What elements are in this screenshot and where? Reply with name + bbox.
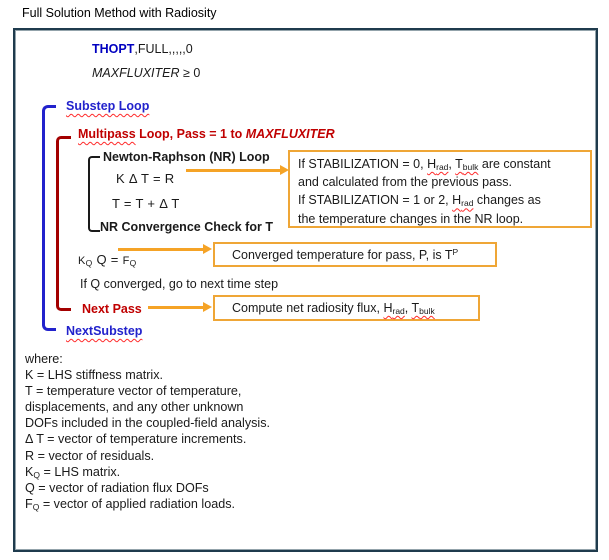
- where-section: [25, 351, 270, 512]
- where-k-def: K = LHS stiffness matrix.: [25, 368, 163, 383]
- compute-note-text: Compute net radiosity flux, $H_{rad}$, $T_{bulk}$: [232, 301, 435, 316]
- multipass-loop-label: [78, 127, 335, 141]
- compute-arrow: [148, 306, 204, 309]
- next-pass-label: Next Pass: [82, 302, 142, 316]
- thopt-command: [92, 42, 193, 56]
- substep-loop-label: [66, 99, 149, 113]
- where-kq-def: $K_Q$ = LHS matrix.: [25, 464, 121, 480]
- next-substep-text: NextSubstep: [66, 324, 143, 338]
- thopt-args: ,FULL,,,,,0: [134, 42, 193, 56]
- nr-convergence-label: NR Convergence Check for T: [100, 220, 273, 234]
- t-bulk-term: $T_{bulk}$: [411, 301, 435, 316]
- page-title: Full Solution Method with Radiosity: [22, 6, 217, 20]
- multipass-variable: MAXFLUXITER: [245, 127, 335, 141]
- if-converged-note: If Q converged, go to next time step: [80, 277, 279, 291]
- arrow-line: [186, 169, 281, 172]
- converged-arrow: [118, 248, 204, 251]
- note-text: and calculated from the previous pass.: [298, 175, 513, 190]
- multipass-loop-bracket: [56, 136, 71, 311]
- converged-note-box: [213, 242, 497, 267]
- arrowhead-icon: [203, 302, 212, 312]
- maxfluxiter-variable: MAXFLUXITER: [92, 66, 180, 80]
- note-text: If STABILIZATION = 1 or 2,: [298, 193, 453, 208]
- radiosity-equation: $K_Q$ $Q = F_Q$: [78, 252, 137, 268]
- nr-loop-label: Newton-Raphson (NR) Loop: [103, 150, 270, 164]
- nr-equation-2: T = T + Δ T: [112, 196, 180, 211]
- thopt-keyword: THOPT: [92, 42, 135, 56]
- maxfluxiter-condition: [92, 66, 200, 80]
- maxfluxiter-operator: ≥ 0: [179, 66, 201, 80]
- substep-loop-bracket: [42, 105, 56, 331]
- where-t-def-line3: DOFs included in the coupled-field analysis.: [25, 416, 271, 431]
- where-dt-def: Δ T = vector of temperature increments.: [25, 432, 247, 447]
- converged-note-text: Converged temperature for pass, P, is $T^P$: [232, 246, 459, 262]
- where-intro: where:: [25, 352, 63, 366]
- h-rad-term: $H_{rad}$: [427, 157, 449, 172]
- stabilization-note-box: If STABILIZATION = 0, $H_{rad}$, $T_{bulk}$ are constant and calculated from the previous pass. If STABILIZATION = 1 or 2, $H_{rad}$ changes as the temperature changes in the NR loop.: [288, 150, 592, 228]
- where-r-def: R = vector of residuals.: [25, 448, 155, 463]
- compute-note-box: [213, 295, 480, 321]
- where-fq-def: $F_Q$ = vector of applied radiation loads.: [25, 496, 236, 512]
- multipass-rest: Loop, Pass = 1 to: [135, 127, 246, 141]
- note-text: If STABILIZATION = 0,: [298, 157, 428, 171]
- h-rad-term: $H_{rad}$: [452, 193, 474, 209]
- note-text: the temperature changes in the NR loop.: [298, 211, 524, 226]
- t-bulk-term: $T_{bulk}$: [455, 157, 479, 172]
- newton-raphson-loop-bracket: [88, 156, 100, 232]
- next-substep-label: [66, 324, 142, 338]
- where-t-def-line1: T = temperature vector of temperature,: [25, 384, 242, 399]
- stabilization-arrow: [186, 169, 281, 172]
- h-rad-term: $H_{rad}$: [383, 301, 405, 316]
- where-q-def: Q = vector of radiation flux DOFs: [25, 480, 209, 495]
- arrow-line: [118, 248, 204, 251]
- arrow-line: [148, 306, 204, 309]
- arrowhead-icon: [203, 244, 212, 254]
- where-t-def-line2: displacements, and any other unknown: [25, 400, 244, 415]
- multipass-word: Multipass: [78, 127, 136, 141]
- substep-loop-text: Substep Loop: [66, 99, 150, 113]
- nr-equation-1: K Δ T = R: [116, 171, 175, 186]
